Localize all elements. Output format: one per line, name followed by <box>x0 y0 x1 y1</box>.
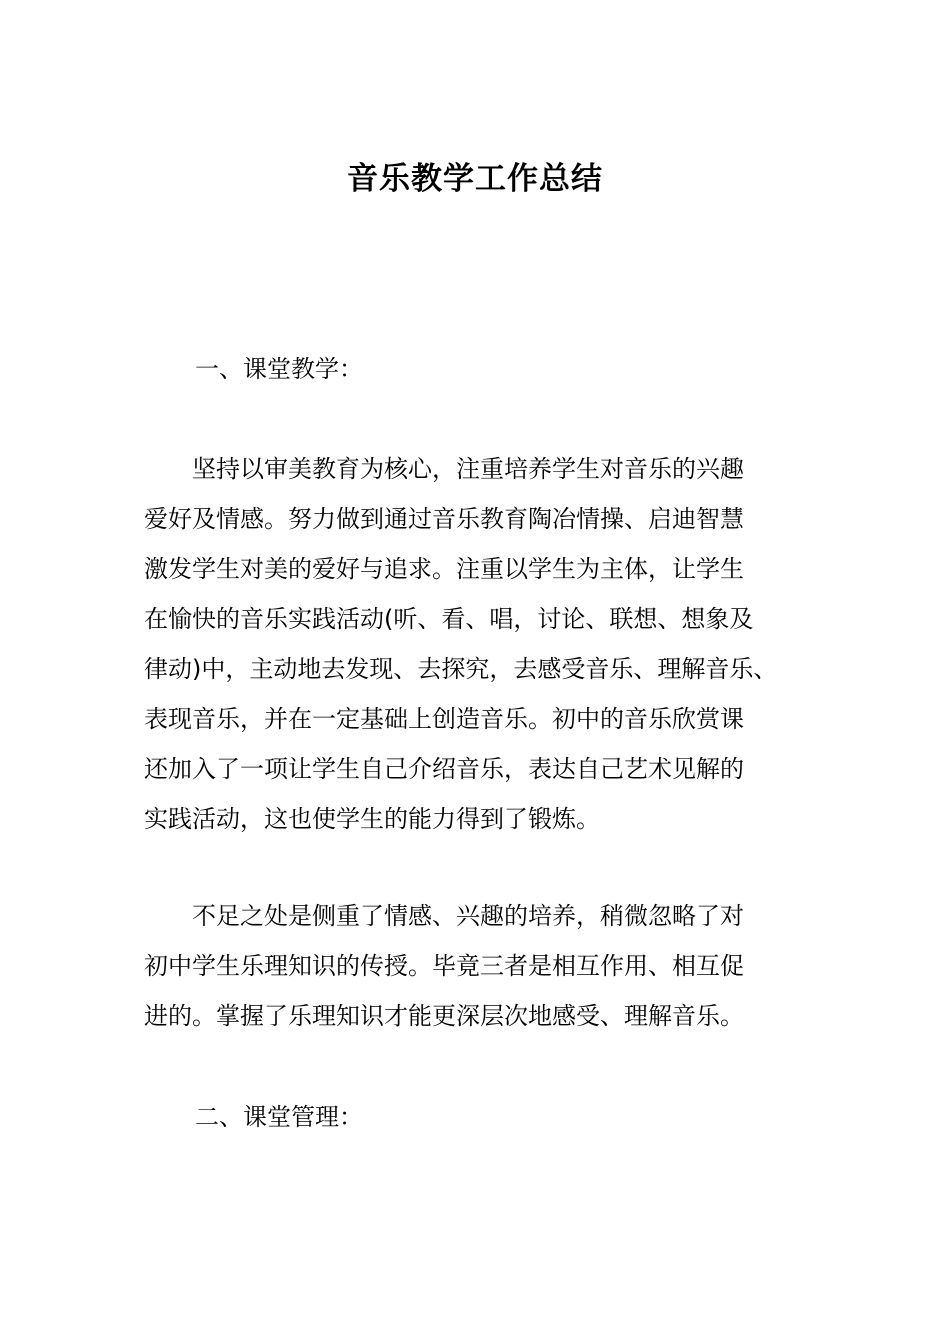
paragraph-line: 初中学生乐理知识的传授。毕竟三者是相互作用、相互促 <box>144 952 744 980</box>
paragraph-line: 激发学生对美的爱好与追求。注重以学生为主体，让学生 <box>144 555 744 583</box>
section-heading-classroom-teaching: 一、课堂教学： <box>195 355 363 383</box>
paragraph-line: 进的。掌握了乐理知识才能更深层次地感受、理解音乐。 <box>144 1002 744 1030</box>
paragraph-line: 坚持以审美教育为核心，注重培养学生对音乐的兴趣 <box>144 455 744 483</box>
document-title: 音乐教学工作总结 <box>347 161 603 197</box>
paragraph-line: 律动)中，主动地去发现、去探究，去感受音乐、理解音乐、 <box>144 655 778 683</box>
paragraph-line: 爱好及情感。努力做到通过音乐教育陶冶情操、启迪智慧 <box>144 505 744 533</box>
paragraph-line: 还加入了一项让学生自己介绍音乐，表达自己艺术见解的 <box>144 755 744 783</box>
paragraph-line: 不足之处是侧重了情感、兴趣的培养，稍微忽略了对 <box>144 902 744 930</box>
paragraph-line: 在愉快的音乐实践活动(听、看、唱，讨论、联想、想象及 <box>144 605 754 633</box>
section-heading-classroom-management: 二、课堂管理： <box>195 1103 363 1131</box>
paragraph-teaching-approach <box>144 444 824 844</box>
paragraph-line: 表现音乐，并在一定基础上创造音乐。初中的音乐欣赏课 <box>144 705 744 733</box>
paragraph-line: 实践活动，这也使学生的能力得到了锻炼。 <box>144 805 600 833</box>
paragraph-shortcomings <box>144 891 824 1041</box>
